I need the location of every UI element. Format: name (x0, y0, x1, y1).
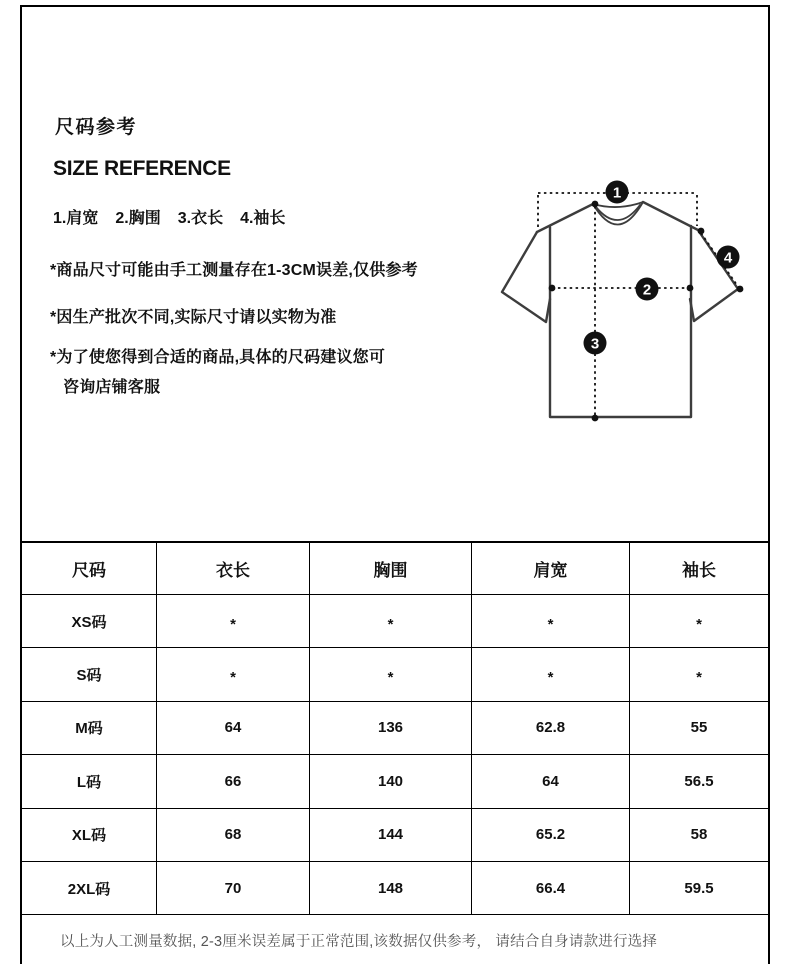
row-2xl-size: 2XL码 (22, 862, 157, 915)
badge-sleeve (717, 246, 740, 269)
svg-text:2: 2 (642, 281, 652, 299)
row-l-chest: 140 (310, 755, 472, 808)
anchor-dot (698, 228, 705, 235)
badge-length (584, 332, 607, 355)
table-footnote: 以上为人工测量数据, 2-3厘米误差属于正常范围,该数据仅供参考， 请结合自身请款进行选择 (60, 934, 658, 951)
row-m-length: 64 (157, 702, 310, 755)
row-xl-chest: 144 (310, 809, 472, 862)
row-2xl-chest: 148 (310, 862, 472, 915)
legend-item-sleeve: 4.袖长 (240, 210, 286, 227)
row-l-sleeve: 56.5 (630, 755, 768, 808)
row-l-length: 66 (157, 755, 310, 808)
row-2xl-shoulder: 66.4 (472, 862, 630, 915)
note-measure-error: *商品尺寸可能由手工测量存在1-3CM误差,仅供参考 (50, 262, 418, 279)
svg-text:3: 3 (590, 335, 600, 353)
anchor-dot (592, 201, 599, 208)
row-2xl-length: 70 (157, 862, 310, 915)
legend-item-shoulder: 1.肩宽 (53, 210, 99, 227)
measurement-legend (53, 205, 285, 228)
row-xs-chest: * (310, 595, 472, 648)
legend-item-chest: 2.胸围 (115, 210, 161, 227)
row-l-shoulder: 64 (472, 755, 630, 808)
col-header-chest: 胸围 (310, 543, 472, 595)
col-header-length: 衣长 (157, 543, 310, 595)
svg-text:1: 1 (612, 184, 622, 202)
size-table (22, 541, 768, 964)
row-m-size: M码 (22, 702, 157, 755)
row-xl-sleeve: 58 (630, 809, 768, 862)
anchor-dot (592, 415, 599, 422)
row-m-chest: 136 (310, 702, 472, 755)
row-s-length: * (157, 648, 310, 701)
row-xs-size: XS码 (22, 595, 157, 648)
row-xl-shoulder: 65.2 (472, 809, 630, 862)
row-xs-shoulder: * (472, 595, 630, 648)
note-contact-line1: *为了使您得到合适的商品,具体的尺码建议您可 (50, 349, 386, 366)
badge-chest (636, 278, 659, 301)
tshirt-collar (593, 202, 643, 225)
anchor-dot (687, 285, 694, 292)
row-s-chest: * (310, 648, 472, 701)
col-header-shoulder: 肩宽 (472, 543, 630, 595)
page-title-en: SIZE REFERENCE (53, 157, 231, 180)
anchor-dots (549, 201, 744, 422)
tshirt-measurement-diagram (480, 160, 780, 440)
row-xl-size: XL码 (22, 809, 157, 862)
row-2xl-sleeve: 59.5 (630, 862, 768, 915)
row-m-sleeve: 55 (630, 702, 768, 755)
col-header-size: 尺码 (22, 543, 157, 595)
row-xl-length: 68 (157, 809, 310, 862)
badge-shoulder (606, 181, 629, 204)
col-header-sleeve: 袖长 (630, 543, 768, 595)
row-s-shoulder: * (472, 648, 630, 701)
anchor-dot (737, 286, 744, 293)
note-batch-difference: *因生产批次不同,实际尺寸请以实物为准 (50, 309, 337, 326)
svg-text:4: 4 (723, 249, 733, 267)
anchor-dot (549, 285, 556, 292)
row-xs-sleeve: * (630, 595, 768, 648)
measurement-lines (538, 193, 739, 416)
row-l-size: L码 (22, 755, 157, 808)
row-m-shoulder: 62.8 (472, 702, 630, 755)
note-contact-line2: 咨询店铺客服 (63, 379, 161, 396)
legend-item-length: 3.衣长 (177, 210, 224, 227)
row-s-size: S码 (22, 648, 157, 701)
row-s-sleeve: * (630, 648, 768, 701)
page-title-zh: 尺码参考 (55, 117, 138, 138)
row-xs-length: * (157, 595, 310, 648)
